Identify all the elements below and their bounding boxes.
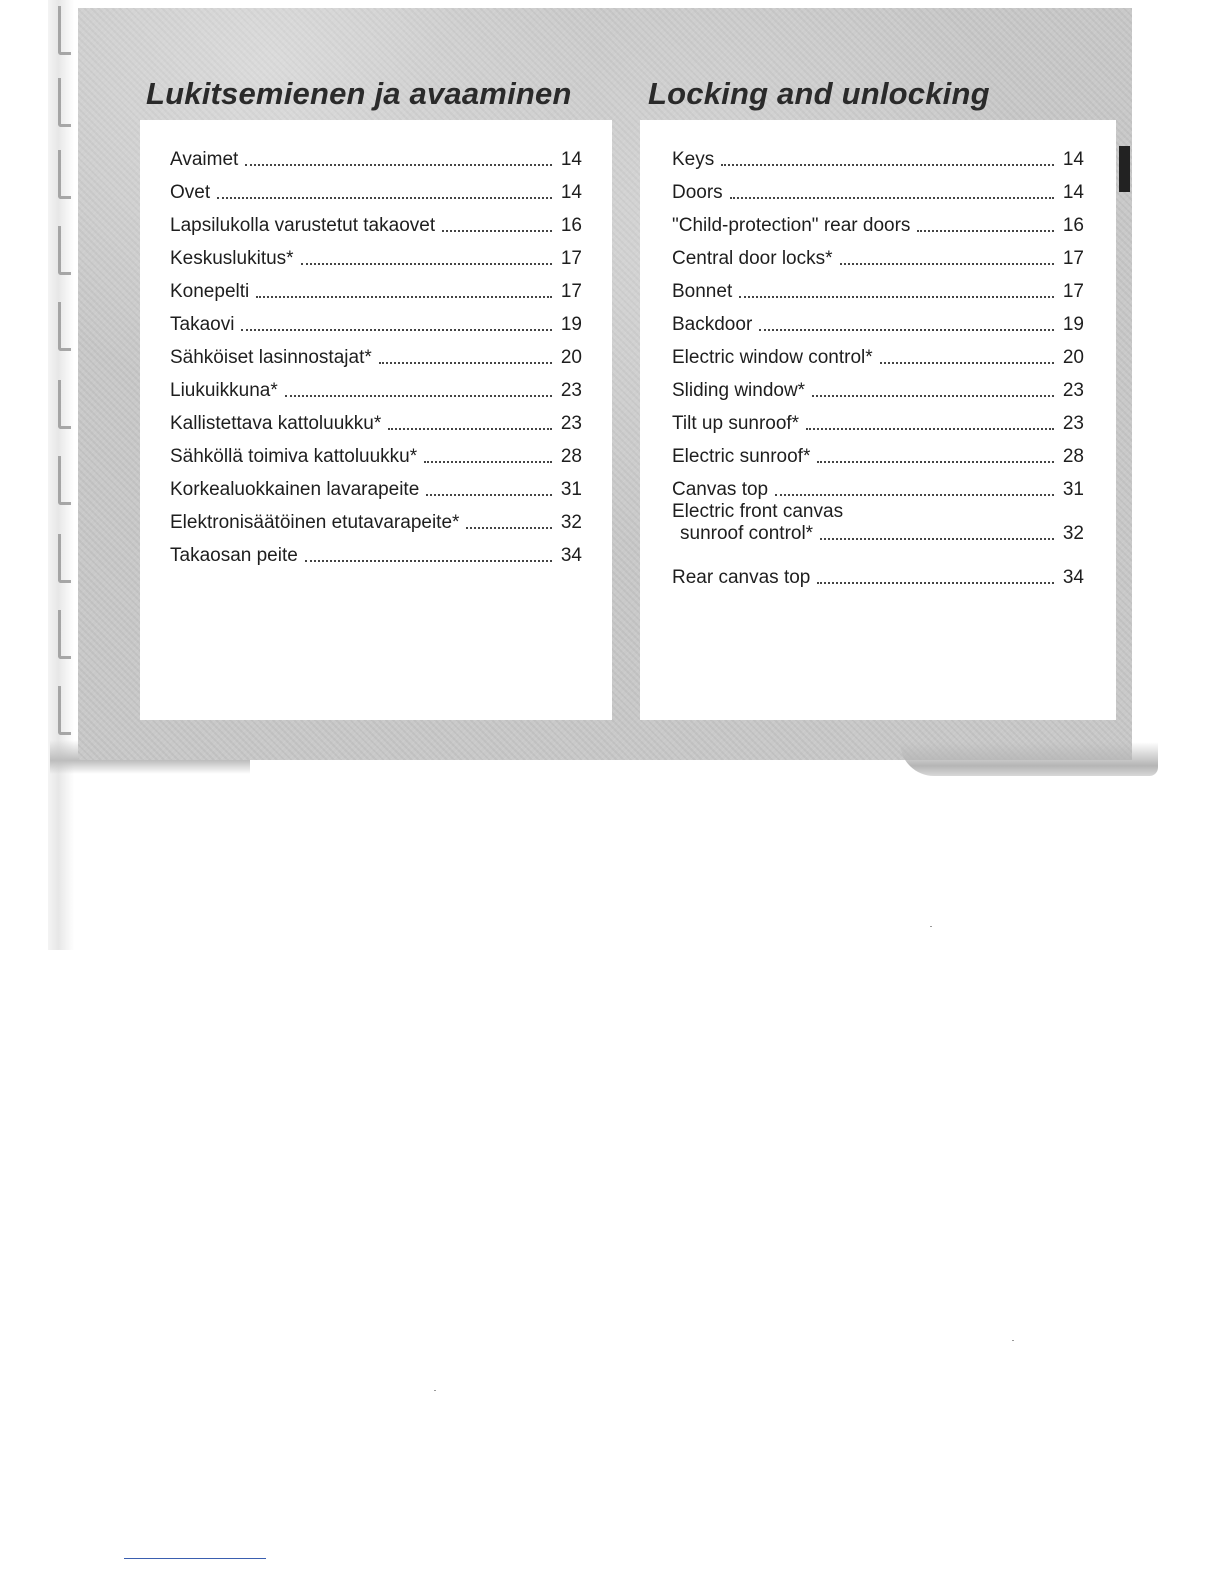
toc-entry-page: 17 xyxy=(560,281,582,302)
toc-entry[interactable] xyxy=(672,468,1084,501)
toc-entry-page: 17 xyxy=(1062,281,1084,302)
binder-hole-mark xyxy=(58,610,71,659)
leader-dots xyxy=(820,538,1054,540)
toc-entry-label: Takaosan peite xyxy=(170,545,298,566)
footer-rule xyxy=(124,1558,266,1559)
leader-dots xyxy=(817,461,1054,463)
toc-entry-label: Lapsilukolla varustetut takaovet xyxy=(170,215,436,236)
toc-entry-page: 31 xyxy=(560,479,582,500)
toc-entry-label: Tilt up sunroof* xyxy=(672,413,800,434)
toc-entry-label: Electric sunroof* xyxy=(672,446,811,467)
toc-entry-label: Keys xyxy=(672,149,715,170)
section-tab-marker xyxy=(1119,146,1130,192)
toc-entry[interactable] xyxy=(672,402,1084,435)
toc-entry-label: Korkealuokkainen lavarapeite xyxy=(170,479,420,500)
toc-entry-page: 17 xyxy=(1062,248,1084,269)
toc-entry-label: Electric window control* xyxy=(672,347,873,368)
binder-hole-mark xyxy=(58,456,71,505)
binder-hole-mark xyxy=(58,534,71,583)
english-toc-panel xyxy=(640,120,1116,720)
english-toc-list xyxy=(672,138,1084,589)
leader-dots xyxy=(301,263,552,265)
toc-entry-page: 34 xyxy=(1062,567,1084,588)
leader-dots xyxy=(379,362,552,364)
toc-entry[interactable] xyxy=(672,501,1084,556)
finnish-toc-panel xyxy=(140,120,612,720)
binder-hole-mark xyxy=(58,686,71,735)
leader-dots xyxy=(775,494,1054,496)
leader-dots xyxy=(217,197,552,199)
toc-entry[interactable] xyxy=(170,138,582,171)
toc-entry-label: Avaimet xyxy=(170,149,239,170)
toc-entry[interactable] xyxy=(170,171,582,204)
toc-entry-page: 28 xyxy=(560,446,582,467)
toc-entry[interactable] xyxy=(672,303,1084,336)
toc-entry-page: 28 xyxy=(1062,446,1084,467)
toc-entry-label: Doors xyxy=(672,182,723,203)
toc-entry-label: Elektronisäätöinen etutavarapeite* xyxy=(170,512,460,533)
toc-entry-label: Bonnet xyxy=(672,281,733,302)
leader-dots xyxy=(817,582,1054,584)
toc-entry-page: 23 xyxy=(1062,380,1084,401)
scan-speck xyxy=(434,1390,436,1391)
toc-entry-label: Backdoor xyxy=(672,314,753,335)
toc-entry-label: Liukuikkuna* xyxy=(170,380,278,401)
toc-entry[interactable] xyxy=(170,402,582,435)
leader-dots xyxy=(241,329,552,331)
toc-entry[interactable] xyxy=(672,171,1084,204)
leader-dots xyxy=(812,395,1054,397)
leader-dots xyxy=(424,461,552,463)
toc-entry-page: 14 xyxy=(560,182,582,203)
toc-entry[interactable] xyxy=(672,237,1084,270)
toc-entry[interactable] xyxy=(170,468,582,501)
toc-entry-label: Ovet xyxy=(170,182,211,203)
toc-entry[interactable] xyxy=(672,556,1084,589)
toc-entry[interactable] xyxy=(170,534,582,567)
scan-speck xyxy=(930,926,932,927)
leader-dots xyxy=(721,164,1054,166)
toc-entry[interactable] xyxy=(170,237,582,270)
toc-entry-page: 14 xyxy=(560,149,582,170)
leader-dots xyxy=(388,428,552,430)
toc-entry-label: Sähköiset lasinnostajat* xyxy=(170,347,372,368)
finnish-section-title: Lukitsemienen ja avaaminen xyxy=(146,76,572,111)
leader-dots xyxy=(256,296,552,298)
leader-dots xyxy=(759,329,1054,331)
toc-entry[interactable] xyxy=(672,336,1084,369)
toc-entry-page: 16 xyxy=(1062,215,1084,236)
toc-entry[interactable] xyxy=(672,138,1084,171)
toc-entry-label-line1: Electric front canvas xyxy=(672,501,844,522)
leader-dots xyxy=(730,197,1054,199)
leader-dots xyxy=(426,494,552,496)
leader-dots xyxy=(739,296,1054,298)
leader-dots xyxy=(305,560,552,562)
toc-entry[interactable] xyxy=(170,270,582,303)
toc-entry-label: Konepelti xyxy=(170,281,250,302)
toc-entry-page: 19 xyxy=(560,314,582,335)
toc-entry[interactable] xyxy=(170,435,582,468)
page-curl-shadow xyxy=(900,742,1158,776)
leader-dots xyxy=(466,527,552,529)
binder-hole-mark xyxy=(58,6,71,55)
toc-entry-label: Keskuslukitus* xyxy=(170,248,294,269)
binder-hole-mark xyxy=(58,302,71,351)
leader-dots xyxy=(442,230,552,232)
toc-entry-label: Sliding window* xyxy=(672,380,806,401)
toc-entry-page: 23 xyxy=(560,380,582,401)
toc-entry-label: Central door locks* xyxy=(672,248,833,269)
toc-entry-page: 32 xyxy=(1062,523,1084,544)
toc-entry[interactable] xyxy=(672,204,1084,237)
toc-entry-label: Rear canvas top xyxy=(672,567,811,588)
toc-entry-label: Canvas top xyxy=(672,479,769,500)
toc-entry-page: 14 xyxy=(1062,149,1084,170)
toc-entry-page: 20 xyxy=(560,347,582,368)
leader-dots xyxy=(880,362,1054,364)
toc-entry-label: Kallistettava kattoluukku* xyxy=(170,413,382,434)
toc-entry-label: "Child-protection" rear doors xyxy=(672,215,911,236)
toc-entry[interactable] xyxy=(672,369,1084,402)
toc-entry-page: 14 xyxy=(1062,182,1084,203)
toc-entry[interactable] xyxy=(170,369,582,402)
toc-entry[interactable] xyxy=(170,204,582,237)
binder-hole-mark xyxy=(58,78,71,127)
toc-entry-page: 19 xyxy=(1062,314,1084,335)
leader-dots xyxy=(917,230,1054,232)
leader-dots xyxy=(285,395,552,397)
english-section-title: Locking and unlocking xyxy=(648,76,990,111)
toc-entry-page: 16 xyxy=(560,215,582,236)
toc-entry-page: 31 xyxy=(1062,479,1084,500)
toc-entry[interactable] xyxy=(170,336,582,369)
leader-dots xyxy=(840,263,1054,265)
toc-entry[interactable] xyxy=(170,501,582,534)
toc-entry-label-line2: sunroof control* xyxy=(680,523,814,544)
toc-entry-page: 32 xyxy=(560,512,582,533)
toc-entry-line2 xyxy=(672,523,1084,545)
toc-entry-page: 20 xyxy=(1062,347,1084,368)
toc-entry-label: Sähköllä toimiva kattoluukku* xyxy=(170,446,418,467)
finnish-toc-list xyxy=(170,138,582,567)
toc-entry[interactable] xyxy=(170,303,582,336)
leader-dots xyxy=(245,164,552,166)
binder-hole-mark xyxy=(58,150,71,199)
toc-entry-page: 23 xyxy=(560,413,582,434)
toc-entry[interactable] xyxy=(672,270,1084,303)
toc-entry-page: 23 xyxy=(1062,413,1084,434)
binder-hole-mark xyxy=(58,380,71,429)
toc-entry-page: 17 xyxy=(560,248,582,269)
toc-entry-label: Takaovi xyxy=(170,314,235,335)
scan-speck xyxy=(1012,1340,1014,1341)
toc-entry[interactable] xyxy=(672,435,1084,468)
leader-dots xyxy=(806,428,1054,430)
toc-entry-page: 34 xyxy=(560,545,582,566)
binder-hole-mark xyxy=(58,226,71,275)
